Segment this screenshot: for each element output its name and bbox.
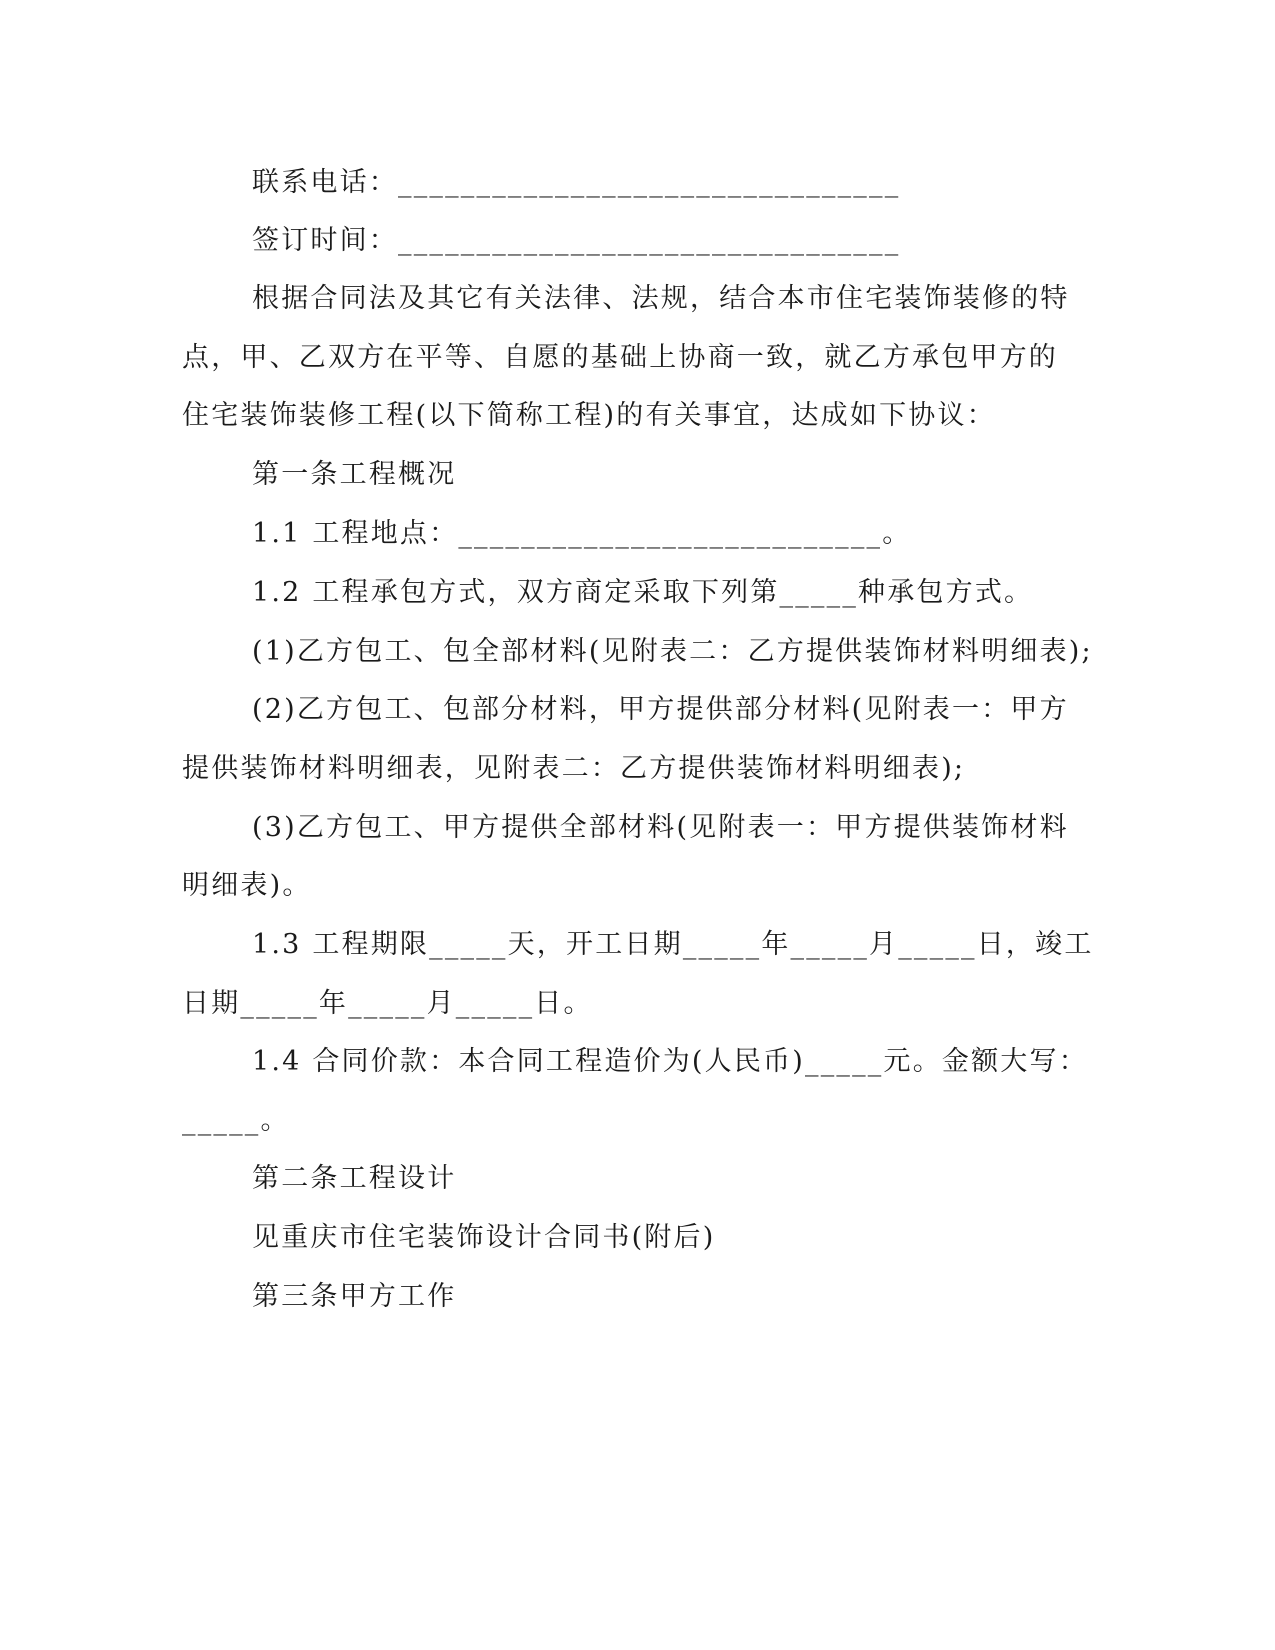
clause-1-3-line-2: 日期_____年_____月_____日。 xyxy=(182,988,593,1019)
option-3-line-1: (3)乙方包工、甲方提供全部材料(见附表一：甲方提供装饰材料 xyxy=(252,812,1069,843)
clause-1-3-line-1: 1.3 工程期限_____天，开工日期_____年_____月_____日，竣工 xyxy=(252,929,1094,960)
preamble-line-2: 点，甲、乙双方在平等、自愿的基础上协商一致，就乙方承包甲方的 xyxy=(182,342,1058,373)
option-1-line: (1)乙方包工、包全部材料(见附表二：乙方提供装饰材料明细表); xyxy=(252,636,1093,667)
article-1-heading: 第一条工程概况 xyxy=(252,459,457,490)
clause-1-4-line-2: _____。 xyxy=(182,1105,290,1136)
clause-1-4-line-1: 1.4 合同价款：本合同工程造价为(人民币)_____元。金额大写： xyxy=(252,1046,1088,1077)
article-2-body: 见重庆市住宅装饰设计合同书(附后) xyxy=(252,1222,716,1253)
contact-phone-line: 联系电话：________________________________ xyxy=(252,167,901,198)
article-3-heading: 第三条甲方工作 xyxy=(252,1281,457,1312)
preamble-line-3: 住宅装饰装修工程(以下简称工程)的有关事宜，达成如下协议： xyxy=(182,400,996,431)
signing-date-line: 签订时间：________________________________ xyxy=(252,225,901,256)
clause-1-1-line: 1.1 工程地点：___________________________。 xyxy=(252,518,912,549)
clause-1-2-line: 1.2 工程承包方式，双方商定采取下列第_____种承包方式。 xyxy=(252,577,1034,608)
article-2-heading: 第二条工程设计 xyxy=(252,1163,457,1194)
option-3-line-2: 明细表)。 xyxy=(182,870,312,901)
preamble-line-1: 根据合同法及其它有关法律、法规，结合本市住宅装饰装修的特 xyxy=(252,283,1070,314)
option-2-line-2: 提供装饰材料明细表，见附表二：乙方提供装饰材料明细表); xyxy=(182,753,966,784)
option-2-line-1: (2)乙方包工、包部分材料，甲方提供部分材料(见附表一：甲方 xyxy=(252,694,1069,725)
